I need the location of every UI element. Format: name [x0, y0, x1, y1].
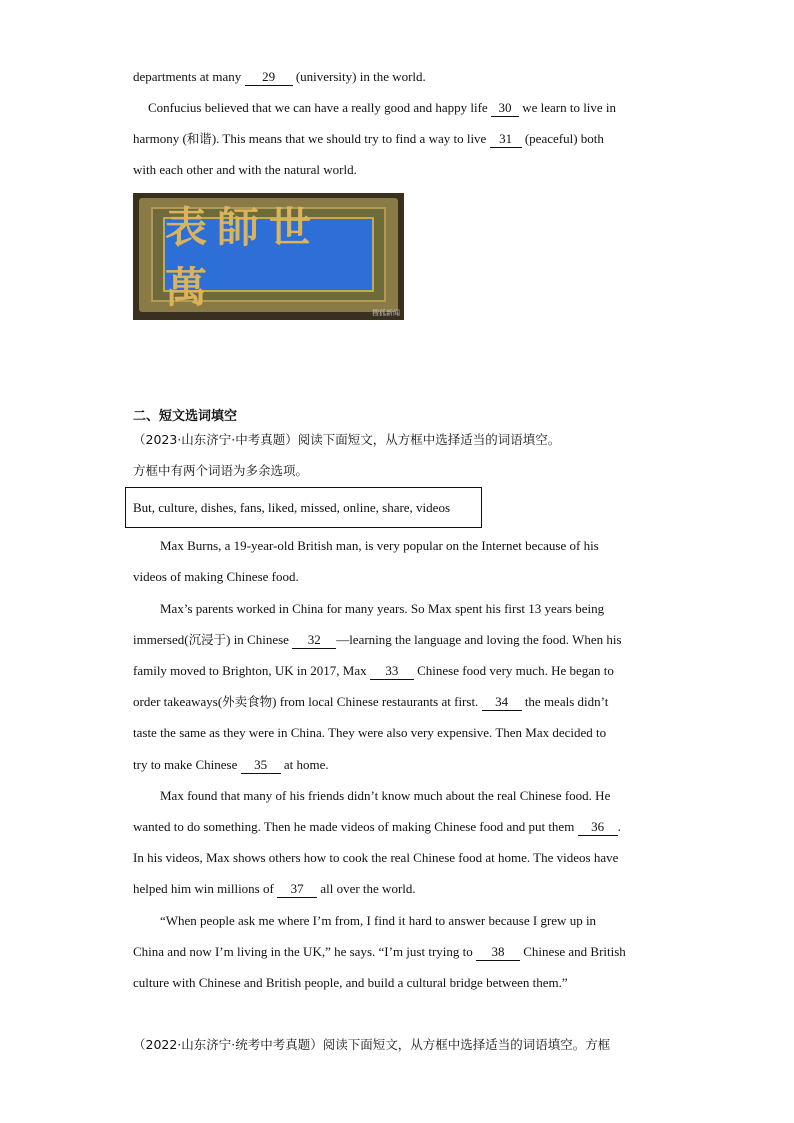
passage-p2-line1: Max’s parents worked in China for many years. So Max spent his first 13 years being [160, 601, 605, 616]
text-run: at home. [280, 757, 329, 772]
blank-34[interactable]: 34 [482, 694, 522, 711]
exercise-source-2023: （2023·山东济宁·中考真题）阅读下面短文，从方框中选择适当的词语填空。 [133, 432, 561, 447]
image-watermark: 搜狐新闻 [372, 309, 400, 317]
plaque-board [163, 202, 374, 312]
exercise-source-2022: （2022·山东济宁·统考中考真题）阅读下面短文，从方框中选择适当的词语填空。方框 [133, 1037, 611, 1052]
text-run: family moved to Brighton, UK in 2017, Max [133, 663, 370, 678]
blank-29[interactable]: 29 [245, 69, 293, 86]
blank-36[interactable]: 36 [578, 819, 618, 836]
text-run: we learn to live in [518, 100, 617, 115]
chinese-gloss: 沉浸于 [188, 632, 227, 647]
passage-p4-line1: “When people ask me where I’m from, I find it hard to answer because I grew up in [160, 913, 597, 928]
text-run: ) in Chinese [226, 632, 293, 647]
para2-line1 [148, 100, 616, 117]
passage-p1-line1: Max Burns, a 19-year-old British man, is very popular on the Internet because of his [160, 538, 599, 553]
word-box [125, 487, 482, 528]
blank-37[interactable]: 37 [277, 881, 317, 898]
passage-p2-line2 [133, 632, 622, 649]
exercise-note: 方框中有两个词语为多余选项。 [133, 463, 309, 478]
text-run: ) from local Chinese restaurants at first. [272, 694, 482, 709]
chinese-gloss: 和谐 [186, 131, 212, 146]
text-run: Chinese and British [520, 944, 626, 959]
text-run: ). This means that we should try to find a way to live [211, 131, 490, 146]
text-run: try to make Chinese [133, 757, 241, 772]
passage-p4-line2 [133, 944, 626, 961]
para2-line3: with each other and with the natural world. [133, 162, 357, 177]
plaque-image [133, 193, 404, 320]
passage-p2-line4 [133, 694, 608, 711]
word-box-text: But, culture, dishes, fans, liked, missed, online, share, videos [133, 499, 451, 515]
blank-35[interactable]: 35 [241, 757, 281, 774]
text-run: immersed( [133, 632, 189, 647]
passage-p3-line1: Max found that many of his friends didn’t know much about the real Chinese food. He [160, 788, 611, 803]
text-run: departments at many [133, 69, 245, 84]
text-run: (peaceful) both [521, 131, 604, 146]
passage-p3-line3: In his videos, Max shows others how to cook the real Chinese food at home. The videos have [133, 850, 619, 865]
para2-line2 [133, 131, 604, 148]
text-run: order takeaways( [133, 694, 223, 709]
text-run: (university) in the world. [292, 69, 426, 84]
passage-p2-line6 [133, 757, 329, 774]
text-run: all over the world. [317, 881, 416, 896]
text-run: Confucius believed that we can have a really good and happy life [148, 100, 491, 115]
passage-p2-line3 [133, 663, 614, 680]
blank-31[interactable]: 31 [490, 131, 522, 148]
passage-p2-line5: taste the same as they were in China. They were also very expensive. Then Max decided to [133, 725, 607, 740]
text-run: China and now I’m living in the UK,” he says. “I’m just trying to [133, 944, 477, 959]
blank-33[interactable]: 33 [370, 663, 414, 680]
passage-p1-line2: videos of making Chinese food. [133, 569, 299, 584]
blank-32[interactable]: 32 [292, 632, 336, 649]
text-run: . [617, 819, 621, 834]
text-run: wanted to do something. Then he made videos of making Chinese food and put them [133, 819, 578, 834]
section-heading: 二、短文选词填空 [133, 409, 238, 424]
text-run: helped him win millions of [133, 881, 278, 896]
para1-line1 [133, 69, 426, 86]
chinese-gloss: 外卖食物 [222, 694, 273, 709]
passage-p3-line2 [133, 819, 621, 836]
text-run: Chinese food very much. He began to [413, 663, 614, 678]
text-run: the meals didn’t [521, 694, 609, 709]
blank-30[interactable]: 30 [491, 100, 519, 117]
text-run: harmony ( [133, 131, 187, 146]
blank-38[interactable]: 38 [476, 944, 520, 961]
passage-p4-line3: culture with Chinese and British people, and build a cultural bridge between them.” [133, 975, 568, 990]
text-run: —learning the language and loving the food. When his [336, 632, 622, 647]
plaque-characters: 表師世萬 [165, 202, 322, 312]
passage-p3-line4 [133, 881, 416, 898]
